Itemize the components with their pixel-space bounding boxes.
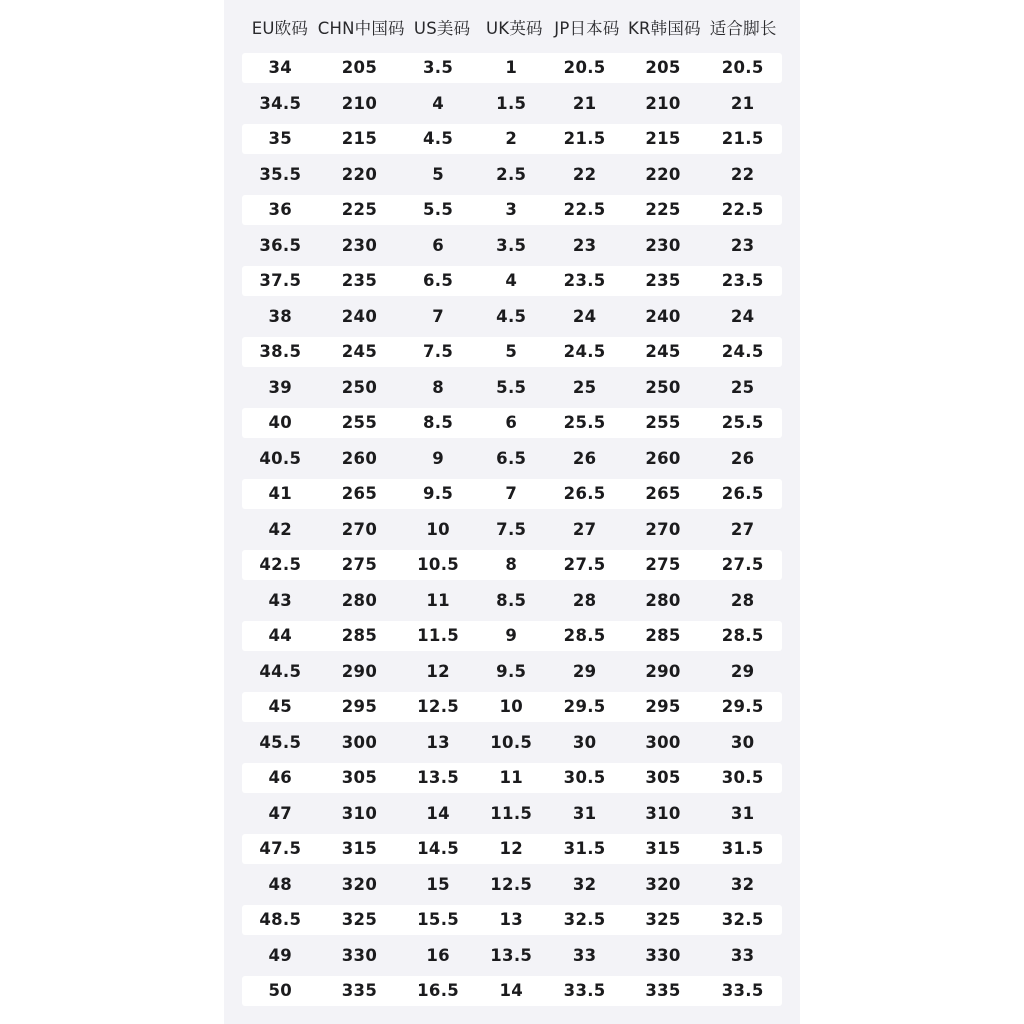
cell-uk: 6.5 <box>496 448 527 468</box>
cell-chn: 255 <box>341 413 378 433</box>
cell-uk: 3.5 <box>496 235 527 255</box>
cell-foot-length: 22.5 <box>721 200 764 220</box>
cell-chn: 315 <box>341 839 378 859</box>
cell-chn: 210 <box>341 93 378 113</box>
cell-chn: 250 <box>341 377 378 397</box>
cell-foot-length: 26.5 <box>721 484 764 504</box>
cell-eu: 39 <box>268 377 293 397</box>
cell-foot-length: 31.5 <box>721 839 764 859</box>
table-row-band <box>242 266 782 296</box>
cell-foot-length: 28 <box>730 590 755 610</box>
cell-jp: 21.5 <box>563 129 606 149</box>
cell-jp: 27 <box>572 519 597 539</box>
cell-jp: 21 <box>572 93 597 113</box>
cell-us: 10 <box>426 519 450 539</box>
table-row <box>242 334 782 370</box>
cell-chn: 295 <box>341 697 378 717</box>
cell-foot-length: 27 <box>730 519 755 539</box>
cell-jp: 20.5 <box>563 58 606 78</box>
table-row-band <box>242 976 782 1006</box>
cell-foot-length: 26 <box>730 448 755 468</box>
cell-kr: 275 <box>645 555 681 575</box>
table-row-band <box>242 514 782 544</box>
cell-foot-length: 27.5 <box>721 555 764 575</box>
table-row <box>242 476 782 512</box>
table-row <box>242 370 782 406</box>
cell-uk: 10 <box>499 697 524 717</box>
cell-chn: 310 <box>341 803 378 823</box>
cell-eu: 44.5 <box>259 661 302 681</box>
cell-chn: 325 <box>341 910 378 930</box>
cell-eu: 46 <box>268 768 293 788</box>
cell-eu: 40 <box>268 413 293 433</box>
cell-uk: 12 <box>499 839 524 859</box>
cell-kr: 255 <box>645 413 681 433</box>
table-row-band <box>242 159 782 189</box>
cell-kr: 215 <box>645 129 681 149</box>
cell-kr: 235 <box>645 271 681 291</box>
cell-us: 16 <box>426 945 450 965</box>
cell-foot-length: 33.5 <box>721 981 764 1001</box>
cell-eu: 50 <box>268 981 293 1001</box>
table-row <box>242 512 782 548</box>
table-row <box>242 192 782 228</box>
table-row <box>242 760 782 796</box>
cell-jp: 32 <box>572 874 597 894</box>
table-row-band <box>242 869 782 899</box>
cell-foot-length: 30.5 <box>721 768 764 788</box>
cell-eu: 48.5 <box>259 910 302 930</box>
cell-foot-length: 32 <box>730 874 755 894</box>
cell-foot-length: 21 <box>730 93 755 113</box>
cell-jp: 31 <box>572 803 597 823</box>
cell-uk: 2.5 <box>496 164 527 184</box>
table-row <box>242 405 782 441</box>
table-row <box>242 441 782 477</box>
cell-jp: 25 <box>572 377 597 397</box>
table-row <box>242 689 782 725</box>
cell-uk: 5 <box>505 342 518 362</box>
cell-us: 15 <box>426 874 450 894</box>
table-row <box>242 86 782 122</box>
cell-eu: 40.5 <box>259 448 302 468</box>
cell-kr: 320 <box>645 874 681 894</box>
cell-eu: 48 <box>268 874 293 894</box>
table-row-band <box>242 727 782 757</box>
column-header-eu: EU欧码 <box>251 19 309 38</box>
cell-us: 12.5 <box>417 697 460 717</box>
cell-us: 8.5 <box>423 413 454 433</box>
table-row-band <box>242 798 782 828</box>
cell-foot-length: 23.5 <box>721 271 764 291</box>
cell-uk: 3 <box>505 200 518 220</box>
cell-chn: 265 <box>341 484 378 504</box>
cell-kr: 300 <box>645 732 681 752</box>
cell-chn: 300 <box>341 732 378 752</box>
table-row <box>242 618 782 654</box>
cell-chn: 245 <box>341 342 378 362</box>
cell-uk: 7.5 <box>496 519 527 539</box>
cell-eu: 45.5 <box>259 732 302 752</box>
cell-eu: 49 <box>268 945 293 965</box>
table-row-band <box>242 88 782 118</box>
cell-chn: 270 <box>341 519 378 539</box>
cell-uk: 11.5 <box>490 803 533 823</box>
cell-us: 5 <box>432 164 444 184</box>
cell-kr: 270 <box>645 519 681 539</box>
table-row-band <box>242 834 782 864</box>
cell-jp: 22 <box>572 164 597 184</box>
cell-eu: 42.5 <box>259 555 302 575</box>
cell-us: 16.5 <box>417 981 460 1001</box>
cell-jp: 30.5 <box>563 768 606 788</box>
cell-uk: 1 <box>505 58 518 78</box>
cell-us: 10.5 <box>417 555 460 575</box>
cell-us: 7.5 <box>423 342 454 362</box>
cell-us: 4 <box>432 93 444 113</box>
table-row <box>242 973 782 1009</box>
table-row <box>242 831 782 867</box>
cell-eu: 45 <box>268 697 293 717</box>
cell-chn: 220 <box>341 164 378 184</box>
cell-chn: 260 <box>341 448 378 468</box>
cell-us: 12 <box>426 661 450 681</box>
cell-foot-length: 28.5 <box>721 626 764 646</box>
cell-uk: 13 <box>499 910 524 930</box>
table-row-band <box>242 230 782 260</box>
cell-foot-length: 29 <box>730 661 755 681</box>
cell-kr: 205 <box>645 58 681 78</box>
cell-jp: 26 <box>572 448 597 468</box>
cell-kr: 225 <box>645 200 681 220</box>
cell-uk: 4 <box>505 271 518 291</box>
cell-eu: 34 <box>268 58 293 78</box>
cell-eu: 34.5 <box>259 93 302 113</box>
table-row-band <box>242 585 782 615</box>
cell-uk: 8 <box>505 555 518 575</box>
cell-us: 13 <box>426 732 450 752</box>
table-row-band <box>242 621 782 651</box>
cell-eu: 42 <box>268 519 293 539</box>
cell-foot-length: 31 <box>730 803 755 823</box>
table-row <box>242 902 782 938</box>
cell-eu: 35 <box>268 129 293 149</box>
cell-uk: 13.5 <box>490 945 533 965</box>
cell-eu: 36.5 <box>259 235 302 255</box>
table-row-band <box>242 656 782 686</box>
cell-chn: 290 <box>341 661 378 681</box>
cell-kr: 230 <box>645 235 681 255</box>
column-header-uk: UK英码 <box>486 19 543 38</box>
table-row <box>242 228 782 264</box>
table-row <box>242 725 782 761</box>
cell-kr: 240 <box>645 306 681 326</box>
cell-jp: 29 <box>572 661 597 681</box>
column-header-foot-length: 适合脚长 <box>709 19 777 38</box>
cell-chn: 205 <box>341 58 378 78</box>
table-row-band <box>242 692 782 722</box>
table-row <box>242 50 782 86</box>
cell-us: 8 <box>432 377 444 397</box>
table-row-band <box>242 905 782 935</box>
cell-jp: 28 <box>572 590 597 610</box>
cell-kr: 285 <box>645 626 681 646</box>
table-row-band <box>242 301 782 331</box>
cell-us: 11.5 <box>417 626 460 646</box>
cell-chn: 320 <box>341 874 378 894</box>
cell-jp: 25.5 <box>563 413 606 433</box>
cell-kr: 325 <box>645 910 681 930</box>
table-row <box>242 938 782 974</box>
cell-eu: 41 <box>268 484 293 504</box>
cell-jp: 29.5 <box>563 697 606 717</box>
cell-jp: 22.5 <box>563 200 606 220</box>
table-row <box>242 121 782 157</box>
table-row-band <box>242 124 782 154</box>
cell-jp: 32.5 <box>563 910 606 930</box>
cell-us: 6 <box>432 235 444 255</box>
cell-kr: 305 <box>645 768 681 788</box>
cell-foot-length: 25 <box>730 377 755 397</box>
cell-chn: 240 <box>341 306 378 326</box>
table-row-band <box>242 940 782 970</box>
cell-us: 14 <box>426 803 450 823</box>
cell-us: 5.5 <box>423 200 454 220</box>
cell-jp: 28.5 <box>563 626 606 646</box>
cell-kr: 220 <box>645 164 681 184</box>
cell-us: 9 <box>432 448 444 468</box>
cell-chn: 335 <box>341 981 378 1001</box>
cell-us: 15.5 <box>417 910 460 930</box>
cell-jp: 26.5 <box>563 484 606 504</box>
cell-kr: 330 <box>645 945 681 965</box>
cell-jp: 23 <box>572 235 597 255</box>
cell-us: 14.5 <box>417 839 460 859</box>
table-row <box>242 583 782 619</box>
cell-uk: 12.5 <box>490 874 533 894</box>
cell-eu: 47 <box>268 803 293 823</box>
cell-eu: 38 <box>268 306 293 326</box>
cell-kr: 335 <box>645 981 681 1001</box>
table-row-band <box>242 763 782 793</box>
table-header-row <box>242 0 782 50</box>
cell-eu: 37.5 <box>259 271 302 291</box>
cell-foot-length: 30 <box>730 732 755 752</box>
cell-kr: 290 <box>645 661 681 681</box>
cell-jp: 33 <box>572 945 597 965</box>
cell-uk: 9.5 <box>496 661 527 681</box>
cell-foot-length: 21.5 <box>721 129 764 149</box>
cell-jp: 31.5 <box>563 839 606 859</box>
shoe-size-chart-panel <box>224 0 800 1024</box>
cell-foot-length: 20.5 <box>721 58 764 78</box>
cell-chn: 285 <box>341 626 378 646</box>
cell-kr: 315 <box>645 839 681 859</box>
cell-kr: 265 <box>645 484 681 504</box>
cell-chn: 330 <box>341 945 378 965</box>
cell-foot-length: 23 <box>730 235 755 255</box>
table-row-band <box>242 195 782 225</box>
table-row-band <box>242 550 782 580</box>
cell-jp: 30 <box>572 732 597 752</box>
cell-foot-length: 25.5 <box>721 413 764 433</box>
cell-us: 4.5 <box>423 129 454 149</box>
table-row <box>242 299 782 335</box>
table-row <box>242 547 782 583</box>
cell-eu: 35.5 <box>259 164 302 184</box>
cell-foot-length: 24 <box>730 306 755 326</box>
cell-eu: 36 <box>268 200 293 220</box>
cell-chn: 225 <box>341 200 378 220</box>
cell-chn: 280 <box>341 590 378 610</box>
cell-us: 6.5 <box>423 271 454 291</box>
table-row-band <box>242 443 782 473</box>
cell-kr: 280 <box>645 590 681 610</box>
column-header-chn: CHN中国码 <box>317 19 405 38</box>
cell-foot-length: 32.5 <box>721 910 764 930</box>
cell-eu: 38.5 <box>259 342 302 362</box>
cell-chn: 305 <box>341 768 378 788</box>
cell-chn: 215 <box>341 129 378 149</box>
cell-kr: 210 <box>645 93 681 113</box>
cell-jp: 33.5 <box>563 981 606 1001</box>
column-header-us: US美码 <box>413 19 471 38</box>
table-row-band <box>242 53 782 83</box>
table-row <box>242 796 782 832</box>
cell-uk: 4.5 <box>496 306 527 326</box>
cell-chn: 275 <box>341 555 378 575</box>
table-row <box>242 157 782 193</box>
cell-uk: 2 <box>505 129 518 149</box>
cell-chn: 230 <box>341 235 378 255</box>
cell-kr: 250 <box>645 377 681 397</box>
table-row-band <box>242 372 782 402</box>
cell-uk: 5.5 <box>496 377 527 397</box>
cell-foot-length: 29.5 <box>721 697 764 717</box>
cell-us: 11 <box>426 590 450 610</box>
cell-us: 7 <box>432 306 444 326</box>
cell-eu: 47.5 <box>259 839 302 859</box>
table-row-band <box>242 337 782 367</box>
cell-jp: 23.5 <box>563 271 606 291</box>
cell-jp: 24.5 <box>563 342 606 362</box>
cell-eu: 44 <box>268 626 293 646</box>
column-header-jp: JP日本码 <box>554 19 620 38</box>
cell-uk: 9 <box>505 626 518 646</box>
cell-foot-length: 22 <box>730 164 755 184</box>
cell-jp: 24 <box>572 306 597 326</box>
table-row <box>242 867 782 903</box>
table-row <box>242 263 782 299</box>
cell-chn: 235 <box>341 271 378 291</box>
cell-uk: 11 <box>499 768 524 788</box>
cell-kr: 245 <box>645 342 681 362</box>
cell-foot-length: 33 <box>730 945 755 965</box>
cell-uk: 6 <box>505 413 518 433</box>
table-row-band <box>242 479 782 509</box>
cell-foot-length: 24.5 <box>721 342 764 362</box>
cell-us: 3.5 <box>423 58 454 78</box>
cell-uk: 10.5 <box>490 732 533 752</box>
cell-uk: 1.5 <box>496 93 527 113</box>
cell-us: 9.5 <box>423 484 454 504</box>
table-body <box>242 50 782 1009</box>
cell-uk: 14 <box>499 981 524 1001</box>
table-row <box>242 654 782 690</box>
cell-uk: 8.5 <box>496 590 527 610</box>
cell-kr: 260 <box>645 448 681 468</box>
cell-uk: 7 <box>505 484 518 504</box>
cell-kr: 295 <box>645 697 681 717</box>
cell-jp: 27.5 <box>563 555 606 575</box>
column-header-kr: KR韩国码 <box>628 19 701 38</box>
cell-eu: 43 <box>268 590 293 610</box>
table-row-band <box>242 408 782 438</box>
cell-us: 13.5 <box>417 768 460 788</box>
cell-kr: 310 <box>645 803 681 823</box>
